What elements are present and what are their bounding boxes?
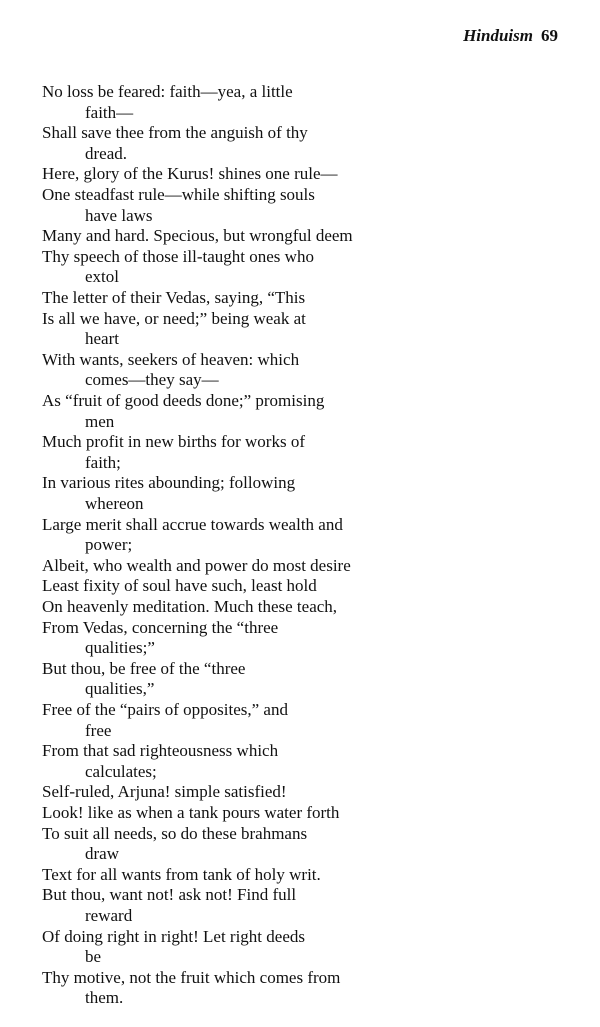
poem-line-continuation: heart (85, 329, 119, 349)
poem-line: Much profit in new births for works of (42, 432, 305, 452)
poem-line-continuation: dread. (85, 143, 128, 163)
poem-line: Look! like as when a tank pours water forth (42, 803, 340, 822)
poem-line-continuation: faith— (85, 102, 134, 122)
poem-line: Self-ruled, Arjuna! simple satisfied! (42, 782, 287, 802)
poem-line: From Vedas, concerning the “three (42, 617, 279, 637)
poem-line-continuation: calculates; (85, 761, 157, 781)
running-head (463, 26, 558, 46)
poem-line: But thou, be free of the “three (42, 658, 246, 678)
poem-line-continuation: comes—they say— (85, 370, 219, 390)
poem-line: To suit all needs, so do these brahmans (42, 823, 308, 843)
poem-line: Text for all wants from tank of holy writ. (42, 864, 321, 884)
poem-line: Albeit, who wealth and power do most desire (42, 555, 351, 575)
poem-line: Least fixity of soul have such, least hold (42, 576, 317, 596)
poem-line: In various rites abounding; following (42, 473, 296, 493)
poem-line: Shall save thee from the anguish of thy (42, 123, 308, 143)
poem-line: Is all we have, or need;” being weak at (42, 308, 306, 328)
poem-line: Many and hard. Specious, but wrongful deem (42, 226, 353, 246)
poem-line: From that sad righteousness which (42, 741, 279, 761)
poem-line-continuation: be (85, 947, 102, 967)
poem-line: No loss be feared: faith—yea, a little (42, 82, 293, 101)
poem-line-continuation: men (85, 411, 115, 431)
poem-line-continuation: whereon (85, 494, 144, 513)
poem-line-continuation: have laws (85, 205, 153, 225)
poem-line: Free of the “pairs of opposites,” and (42, 700, 288, 719)
poem-line: Thy speech of those ill-taught ones who (42, 246, 314, 266)
poem-line: Thy motive, not the fruit which comes from (42, 967, 341, 987)
poem-line-continuation: free (85, 720, 112, 740)
poem-line: One steadfast rule—while shifting souls (42, 185, 315, 204)
running-head-title: Hinduism (463, 26, 533, 45)
poem-line-continuation: qualities;” (85, 638, 155, 658)
poem-line: As “fruit of good deeds done;” promising (42, 391, 325, 410)
poem-line: Of doing right in right! Let right deeds (42, 926, 305, 946)
poem-line-continuation: faith; (85, 452, 121, 472)
poem-line-continuation: reward (85, 906, 133, 925)
poem-line: Large merit shall accrue towards wealth and (42, 514, 343, 534)
poem-line-continuation: them. (85, 988, 124, 1008)
poem-line: The letter of their Vedas, saying, “This (42, 288, 306, 307)
page-number: 69 (541, 26, 558, 45)
poem-line: On heavenly meditation. Much these teach, (42, 597, 338, 616)
poem-line-continuation: power; (85, 535, 133, 555)
poem-line-continuation: draw (85, 844, 119, 864)
poem-line: With wants, seekers of heaven: which (42, 349, 300, 369)
poem-line: But thou, want not! ask not! Find full (42, 885, 297, 905)
poem-line: Here, glory of the Kurus! shines one rule— (42, 164, 338, 184)
poem-line-continuation: extol (85, 267, 119, 287)
poem-line-continuation: qualities,” (85, 679, 155, 699)
